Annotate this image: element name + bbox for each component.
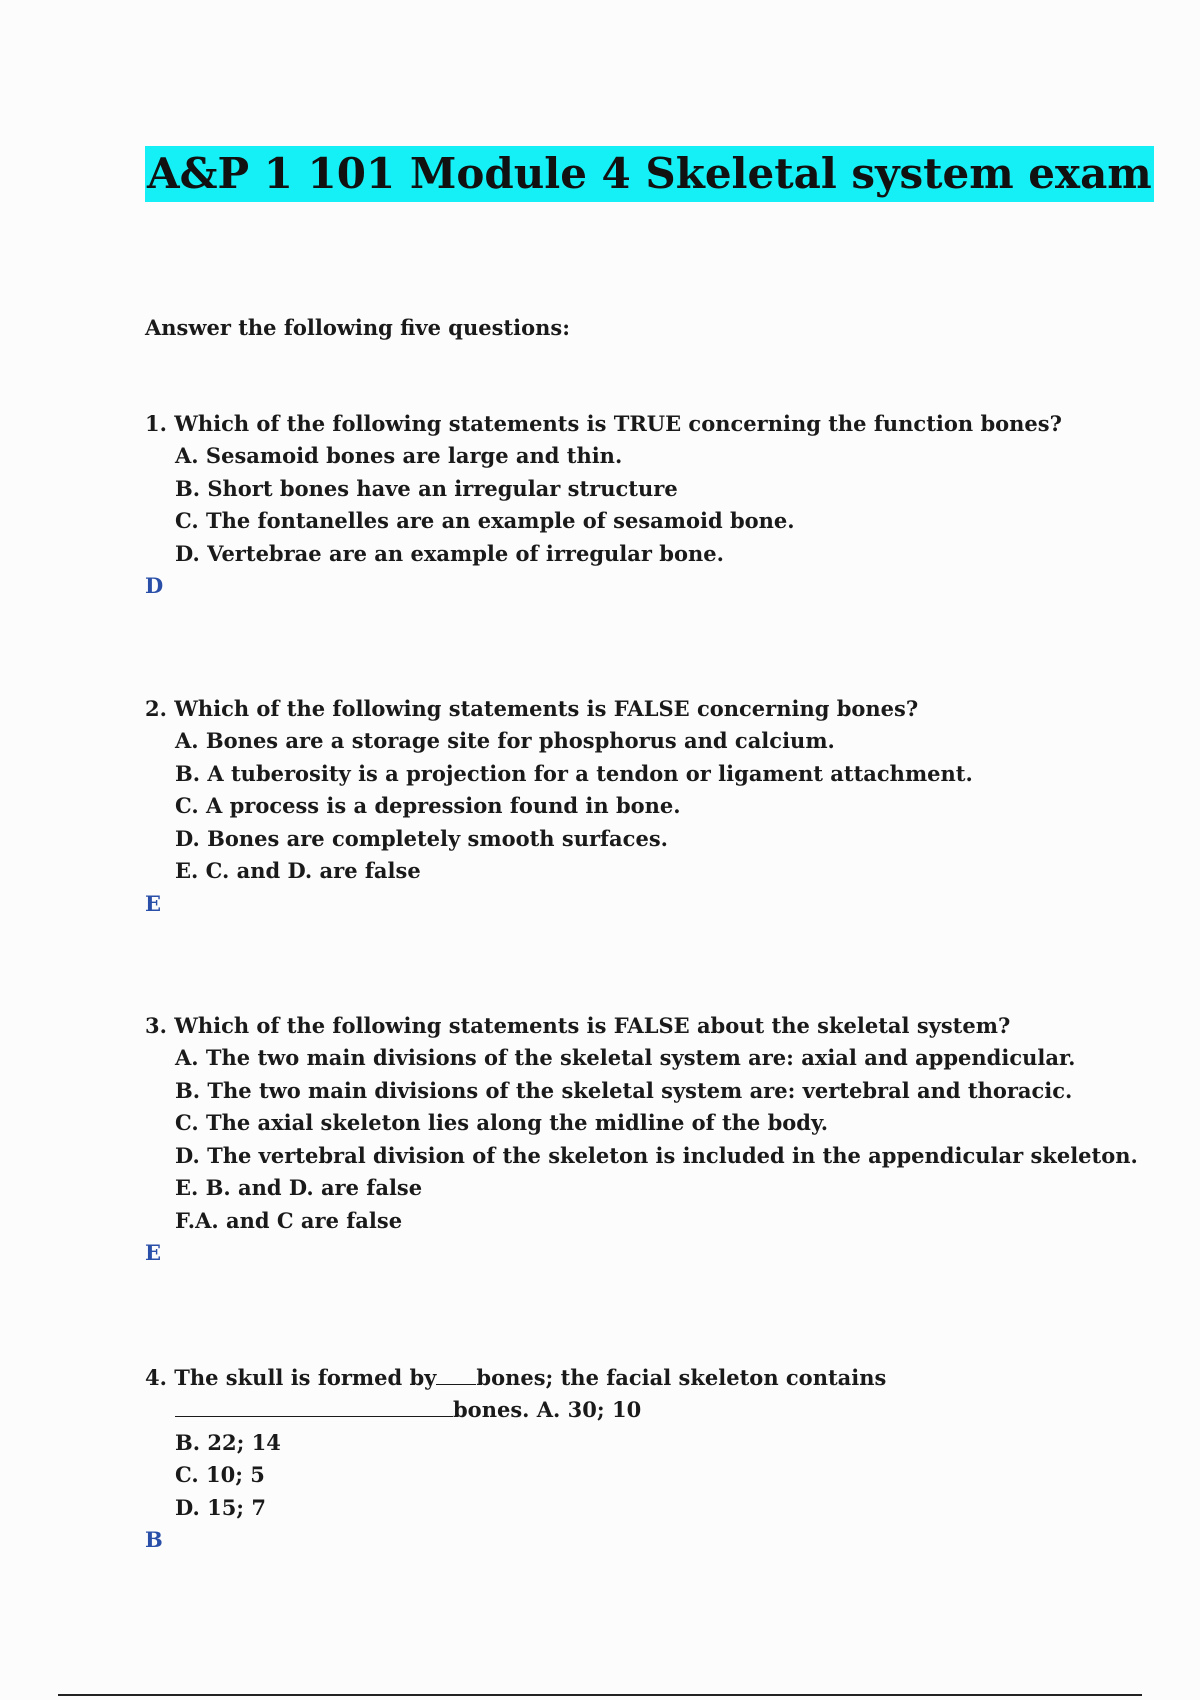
option-f: F.A. and C are false [175, 1207, 403, 1233]
answer-blank-1 [436, 1366, 476, 1385]
instructions: Answer the following five questions: [145, 315, 570, 340]
question-text-line-1 [145, 1362, 886, 1394]
bottom-divider [58, 1694, 1142, 1696]
question-3 [145, 1010, 1138, 1269]
question-text-part-3: bones. A. 30; 10 [453, 1397, 642, 1422]
question-text: 2. Which of the following statements is FALSE concerning bones? [145, 696, 919, 721]
answer-key: B [145, 1527, 163, 1552]
answer-key: E [145, 1240, 162, 1265]
question-2 [145, 693, 973, 920]
option-a: A. Bones are a storage site for phosphorus and calcium. [175, 728, 835, 753]
option-b: B. Short bones have an irregular structure [175, 475, 678, 501]
option-b: B. 22; 14 [175, 1429, 281, 1455]
question-text-part-2: bones; the facial skeleton contains [476, 1365, 887, 1390]
option-e: E. B. and D. are false [175, 1175, 423, 1200]
option-d: D. Bones are completely smooth surfaces. [175, 825, 668, 851]
option-b: B. The two main divisions of the skeletal system are: vertebral and thoracic. [175, 1077, 1073, 1103]
option-c: C. 10; 5 [175, 1462, 265, 1487]
option-d: D. 15; 7 [175, 1494, 266, 1520]
option-a: A. The two main divisions of the skeletal system are: axial and appendicular. [175, 1045, 1076, 1070]
question-1 [145, 408, 1062, 602]
question-text-line-2 [145, 1394, 886, 1427]
answer-key: E [145, 890, 162, 916]
question-text-part-1: 4. The skull is formed by [145, 1365, 437, 1390]
option-b: B. A tuberosity is a projection for a tendon or ligament attachment. [175, 760, 973, 786]
option-d: D. Vertebrae are an example of irregular bone. [175, 540, 724, 566]
option-c: C. The fontanelles are an example of sesamoid bone. [175, 508, 795, 533]
option-d: D. The vertebral division of the skeleton is included in the appendicular skeleton. [175, 1142, 1138, 1168]
option-c: C. A process is a depression found in bone. [175, 793, 681, 818]
option-e: E. C. and D. are false [175, 858, 421, 883]
answer-blank-2 [175, 1398, 453, 1417]
question-4 [145, 1362, 886, 1556]
answer-key: D [145, 573, 164, 598]
question-text: 3. Which of the following statements is FALSE about the skeletal system? [145, 1013, 1011, 1038]
question-text: 1. Which of the following statements is TRUE concerning the function bones? [145, 411, 1062, 436]
option-a: A. Sesamoid bones are large and thin. [175, 443, 623, 468]
document-title: A&P 1 101 Module 4 Skeletal system exam [145, 146, 1154, 202]
option-c: C. The axial skeleton lies along the midline of the body. [175, 1110, 829, 1135]
